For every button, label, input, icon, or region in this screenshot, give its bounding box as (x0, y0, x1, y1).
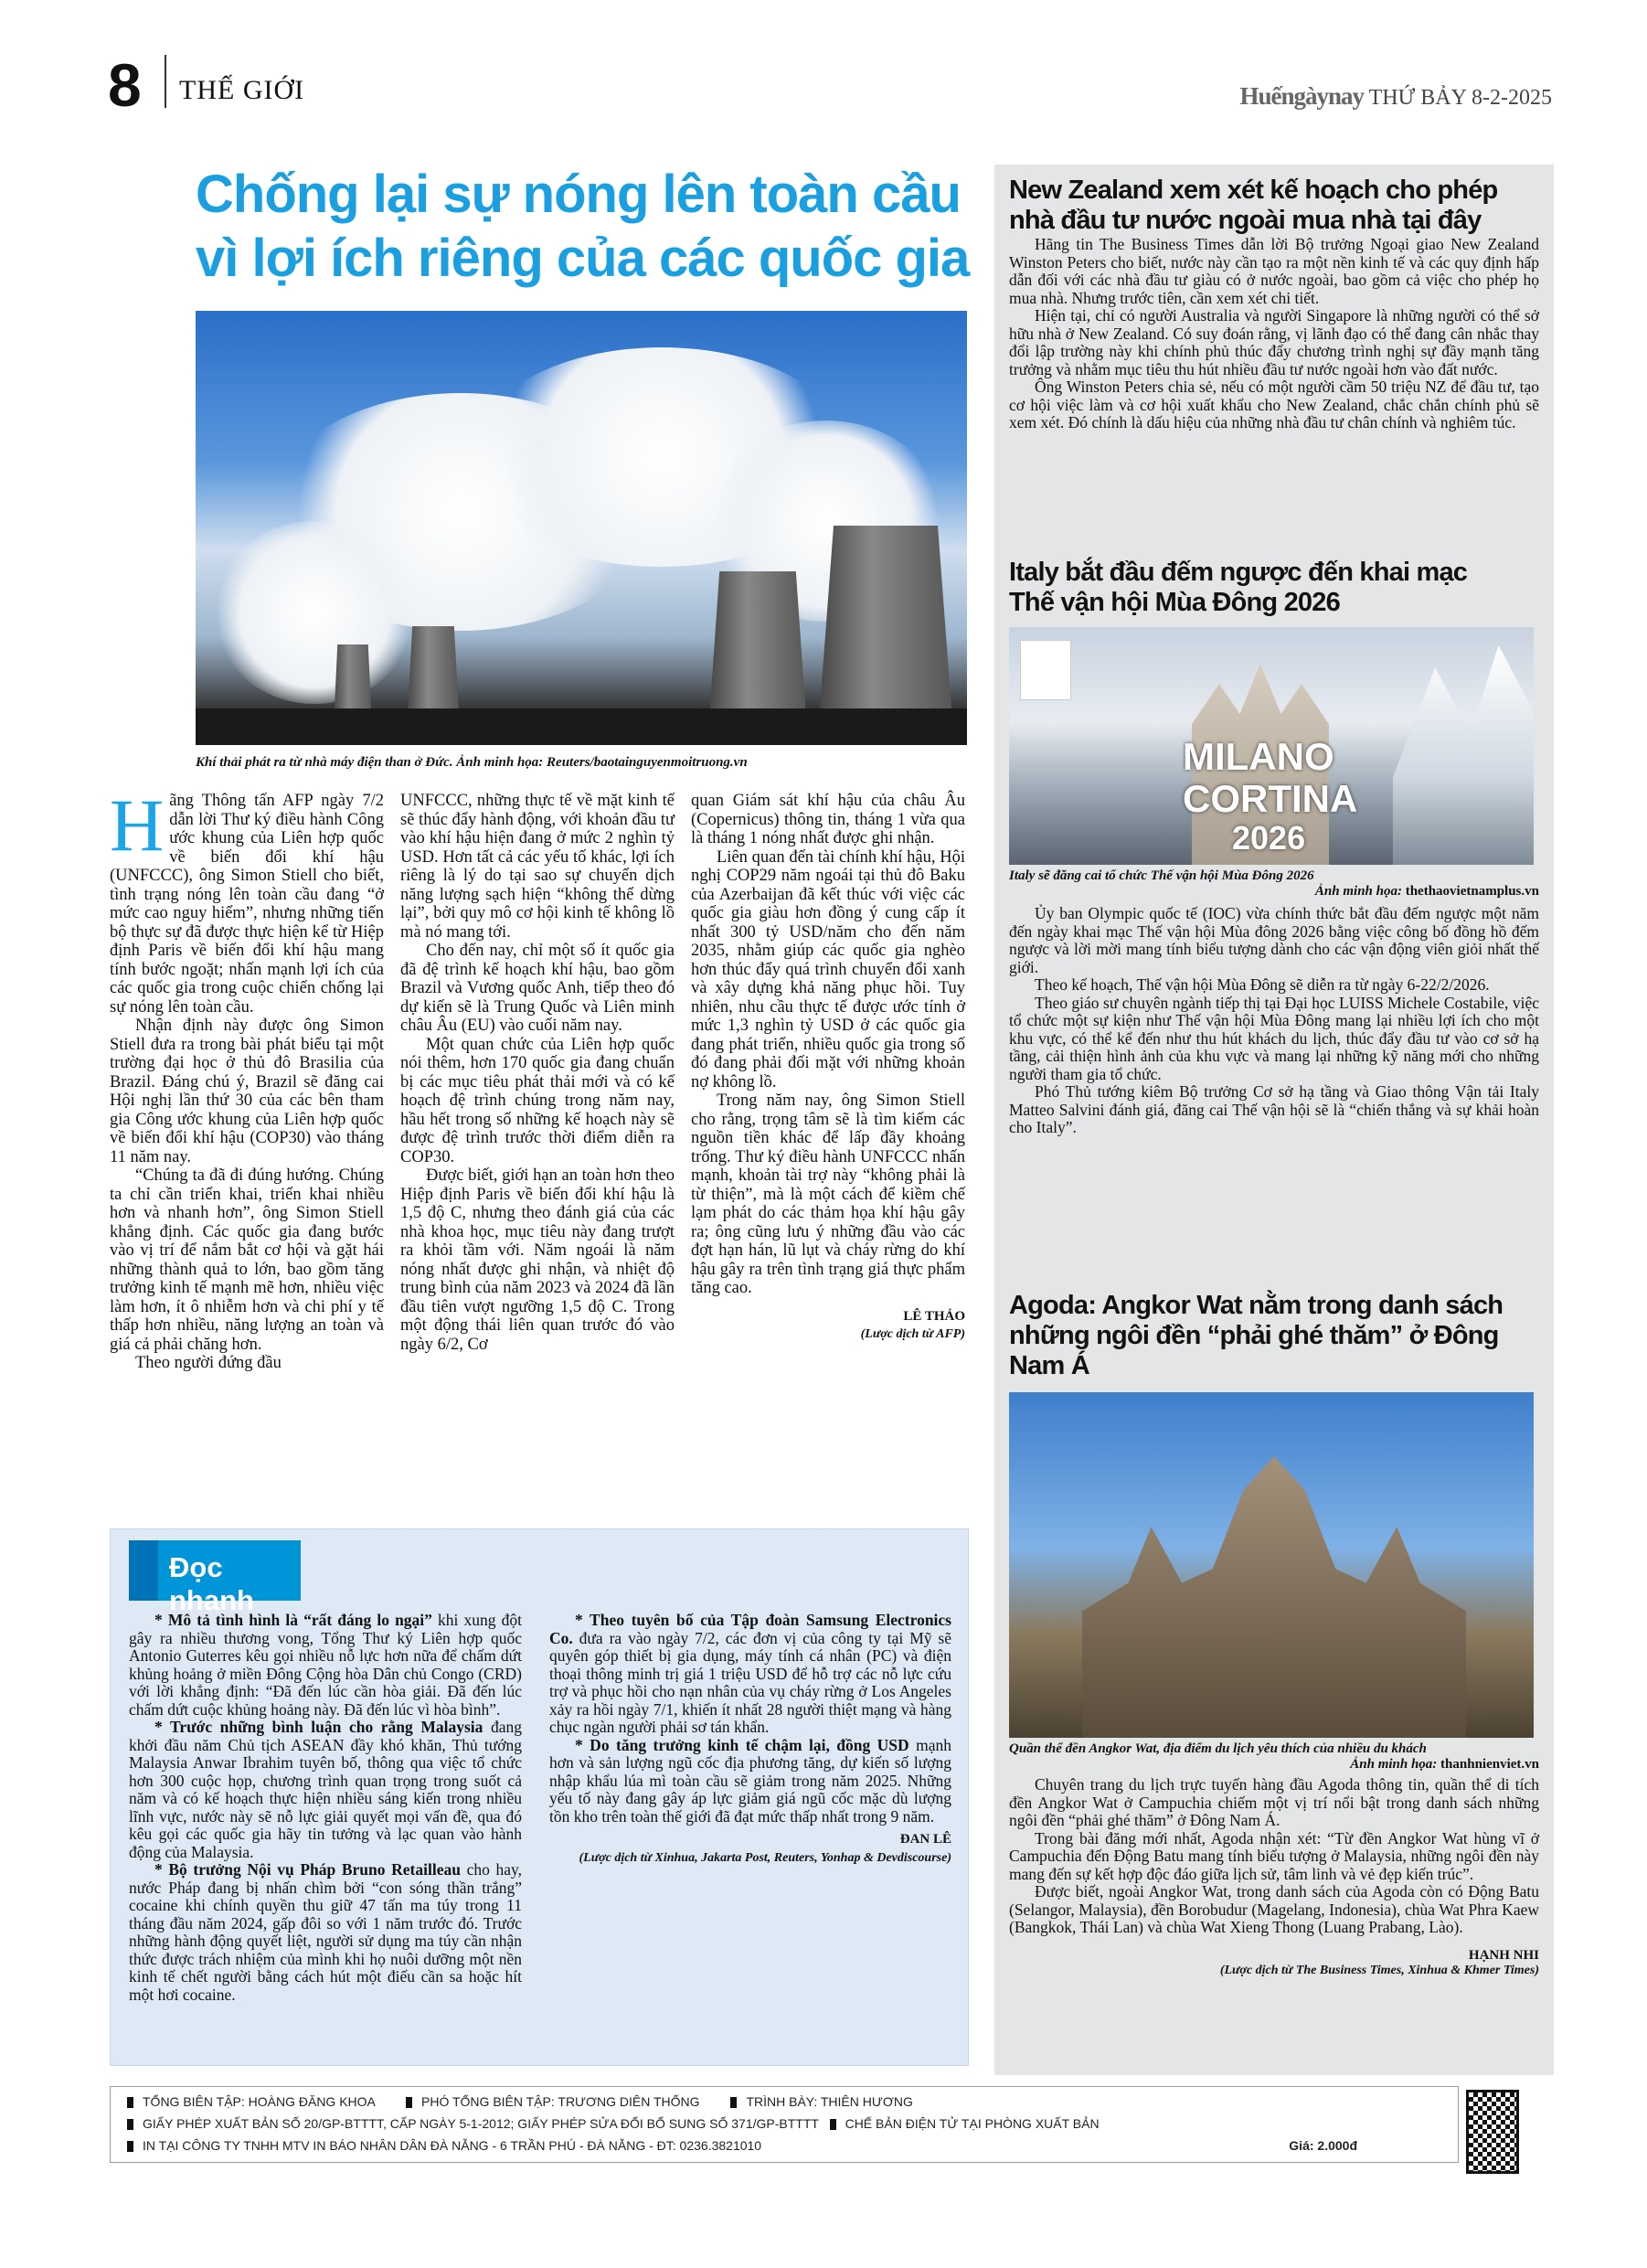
agoda-article: Agoda: Angkor Wat nằm trong danh sách những ngôi đền “phải ghé thăm” ở Đông Nam Á Quần thể đền Angkor Wat, địa điểm du lịch yêu thích của nhiều du khách Ảnh minh họa: thanhnienviet.vn Chuyên trang du lịch trực tuyến hàng đầu Agoda thông tin, quần thể di tích đền Angkor Wat ở Campuchia chiếm một vị trí nổi bật trong danh sách những ngôi đền “phải ghé thăm” ở Đông Nam Á. Trong bài đăng mới nhất, Agoda nhận xét: “Từ đền Angkor Wat hùng vĩ ở Campuchia đến Động Batu mang tính biểu tượng ở Malaysia, những ngôi đền này mang đến sự kết hợp độc đáo giữa lịch sử, tâm linh và vẻ đẹp kiến trúc”. Được biết, ngoài Angkor Wat, trong danh sách của Agoda còn có Động Batu (Selangor, Malaysia), đền Borobudur (Magelang, Indonesia), chùa Wat Phra Kaew (Bangkok, Thái Lan) và chùa Wat Xieng Thong (Luang Prabang, Lào). HẠNH NHI (Lược dịch từ The Business Times, Xinhua & Khmer Times) (1009, 1291, 1539, 1977)
main-article-col1: H ãng Thông tấn AFP ngày 7/2 dẫn lời Thư ký điều hành Công ước khung của Liên hợp quốc về biến đổi khí hậu (UNFCCC), ông Simon Stiell cho biết, tình trạng nóng lên toàn cầu đang “ở mức cao nguy hiểm”, nhưng những tiến bộ thực sự đã được thực hiện kể từ Hiệp định Paris về biến đổi khí hậu mang tính bước ngoặt; nhấn mạnh lợi ích của các quốc gia trong cuộc chiến chống lại sự nóng lên toàn cầu. Nhận định này được ông Simon Stiell đưa ra trong bài phát biểu tại một trường đại học ở thủ đô Brasilia của Brazil. Đáng chú ý, Brazil sẽ đăng cai Hội nghị lần thứ 30 của các bên tham gia Công ước khung của Liên hợp quốc về biến đổi khí hậu (COP30) vào tháng 11 năm nay. “Chúng ta đã đi đúng hướng. Chúng ta chỉ cần triển khai, triển khai nhiều hơn và nhanh hơn”, ông Simon Stiell khẳng định. Các quốc gia đang bước vào vị trí để nắm bắt cơ hội và gặt hái những thành quả to lớn, bao gồm tăng trưởng kinh tế mạnh mẽ hơn, nhiều việc làm hơn, ít ô nhiễm hơn và chi phí y tế thấp hơn nhiều, năng lượng an toàn và giá cả phải chăng hơn. Theo người đứng đầu (110, 783, 384, 1372)
agoda-caption: Quần thể đền Angkor Wat, địa điểm du lịch yêu thích của nhiều du khách (1009, 1741, 1427, 1756)
issue-date: THỨ BẢY 8-2-2025 (1368, 86, 1552, 110)
header-divider (165, 55, 166, 108)
drop-cap: H (110, 783, 165, 867)
price: Giá: 2.000đ (1289, 2138, 1357, 2153)
agoda-headline: Agoda: Angkor Wat nằm trong danh sách những ngôi đền “phải ghé thăm” ở Đông Nam Á (1009, 1291, 1504, 1380)
quick-read-col1: * Mô tả tình hình là “rất đáng lo ngại” khi xung đột gây ra nhiều thương vong, Tổng Thư ký Liên hợp quốc Antonio Guterres kêu gọi nhiều nỗ lực hơn nữa để chấm dứt khủng hoảng ở miền Đông Cộng hòa Dân chủ Congo (CRD) với lời khẳng định: “Đã đến lúc cần hòa giải. Đã đến lúc chấm dứt cuộc khủng hoảng này. Đã đến lúc vì hòa bình”. * Trước những bình luận cho rằng Malaysia đang khởi đầu năm Chủ tịch ASEAN đầy khó khăn, Thủ tướng Malaysia Anwar Ibrahim tuyên bố, thông qua việc tổ chức hơn 300 cuộc họp, chương trình quan trọng trong suốt cả năm và có kế hoạch thực hiện nhiều sáng kiến trong nhiều lĩnh vực, nước này sẽ nỗ lực giải quyết mọi vấn đề, qua đó kêu gọi các quốc gia hãy tin tưởng và lạc quan vào hành động của Malaysia. * Bộ trưởng Nội vụ Pháp Bruno Retailleau cho hay, nước Pháp đang bị nhấn chìm bởi “con sóng thần trắng” cocaine khi chính quyền thu giữ 47 tấn ma túy trong 11 tháng đầu năm 2024, gấp đôi so với 1 năm trước đó. Trước những hành động quyết liệt, người sử dụng ma túy cần nhận thức được trách nhiệm của mình khi họ nuôi dưỡng một nền kinh tế chết người bằng cách hút một điếu cần sa hoặc hít một hơi cocaine. (129, 1611, 522, 2004)
sidebar (994, 165, 1554, 2075)
milano-cortina-photo-icon: MILANO CORTINA 2026 (1009, 627, 1534, 865)
quick-read-source: (Lược dịch từ Xinhua, Jakarta Post, Reuters, Yonhap & Devdiscourse) (579, 1850, 951, 1865)
masthead (1239, 82, 1552, 111)
main-photo-caption: Khí thải phát ra từ nhà máy điện than ở Đức. Ảnh minh họa: Reuters/baotainguyenmoitruong.vn (196, 755, 748, 770)
angkor-wat-photo-icon (1009, 1392, 1534, 1738)
quick-read-title: Đọc nhanh (169, 1551, 254, 1616)
italy-caption: Italy sẽ đăng cai tổ chức Thế vận hội Mùa Đông 2026 (1009, 868, 1314, 883)
qr-code-icon[interactable] (1466, 2090, 1519, 2174)
masthead-logo: Huếngàynay (1239, 82, 1365, 110)
author-byline: LÊ THẢO (903, 1308, 965, 1324)
olympic-logo-icon (1020, 640, 1071, 700)
quick-read-col2: * Theo tuyên bố của Tập đoàn Samsung Electronics Co. đưa ra vào ngày 7/2, các đơn vị của công ty tại Mỹ sẽ quyên góp thiết bị gia dụng, máy tính cá nhân (PC) và điện thoại thông minh trị giá 1 triệu USD để hỗ trợ các nỗ lực cứu trợ và phục hồi cho nạn nhân của vụ cháy rừng ở Los Angeles xảy ra hồi ngày 7/1, khiến ít nhất 28 người thiệt mạng và hàng chục ngàn người phải sơ tán khẩn. * Do tăng trưởng kinh tế chậm lại, đồng USD mạnh hơn và sản lượng ngũ cốc địa phương tăng, dự kiến số lượng nhập khẩu lúa mì toàn cầu sẽ giảm trong năm 2025. Những yếu tố này đang gây áp lực giảm giá ngũ cốc mặc dù lượng tồn kho trên toàn thế giới đã đạt mức thấp nhất trong 9 năm. ĐAN LÊ (Lược dịch từ Xinhua, Jakarta Post, Reuters, Yonhap & Devdiscourse) (549, 1612, 951, 1867)
nz-article: New Zealand xem xét kế hoạch cho phép nhà đầu tư nước ngoài mua nhà tại đây Hãng tin The Business Times dẫn lời Bộ trưởng Ngoại giao New Zealand Winston Peters cho biết, nước này cần tạo ra một nền kinh tế và các quy định hấp dẫn đối với các nhà đầu tư giàu có ở nước ngoài, bao gồm cả việc cho phép họ mua nhà. Nhưng trước tiên, cần xem xét chi tiết. Hiện tại, chỉ có người Australia và người Singapore là những người có thể sở hữu nhà ở New Zealand. Có suy đoán rằng, vị lãnh đạo có thể đang cân nhắc thay đổi lập trường này khi chính phủ thúc đẩy chương trình nghị sự đầy mạnh tăng trưởng và nhằm mục tiêu thu hút nhiều đầu tư nước ngoài hơn vào đất nước. Ông Winston Peters chia sẻ, nếu có một người cầm 50 triệu NZ để đầu tư, tạo cơ hội việc làm và cơ hội xuất khẩu cho New Zealand, chắc chắn chính phủ sẽ xem xét. Đó chính là dấu hiệu của những nhà đầu tư chân chính và nghiêm túc. (1009, 176, 1539, 431)
italy-article: Italy bắt đầu đếm ngược đến khai mạc Thế vận hội Mùa Đông 2026 MILANO CORTINA 2026 Italy sẽ đăng cai tổ chức Thế vận hội Mùa Đông 2026 Ảnh minh họa: thethaovietnamplus.vn Ủy ban Olympic quốc tế (IOC) vừa chính thức bắt đầu đếm ngược một năm đến ngày khai mạc Thế vận hội Mùa đông 2026 bằng việc công bố đồng hồ đếm ngược và lời mời mang tính biểu tượng dành cho các vận động viên giỏi nhất thế giới. Theo kế hoạch, Thế vận hội Mùa Đông sẽ diễn ra từ ngày 6-22/2/2026. Theo giáo sư chuyên ngành tiếp thị tại Đại học LUISS Michele Costabile, việc tổ chức một sự kiện như Thế vận hội Mùa Đông mang lại nhiều lợi ích cho một khu vực, có thể kể đến như thu hút khách du lịch, thúc đẩy đầu tư vào cơ sở hạ tầng, cải thiện hình ảnh của khu vực và mang lại những kỹ năng mới cho những người tham gia tổ chức. Phó Thủ tướng kiêm Bộ trưởng Cơ sở hạ tầng và Giao thông Vận tải Italy Matteo Salvini đánh giá, đăng cai Thế vận hội sẽ là “chiến thắng và sự khải hoàn cho Italy”. (1009, 558, 1539, 1136)
section-title: THẾ GIỚI (179, 75, 305, 105)
main-article-col2: UNFCCC, những thực tế về mặt kinh tế sẽ thúc đẩy hành động, với khoản đầu tư vào khí hậu hiện đang ở mức 2 nghìn tỷ USD. Hơn tất cả các yếu tố khác, lợi ích riêng là lý do tại sao sự chuyển dịch năng lượng sạch hiện “không thể dừng lại”, bởi quy mô cơ hội kinh tế không lồ mà nó mang tới. Cho đến nay, chỉ một số ít quốc gia đã đệ trình kế hoạch khí hậu, bao gồm Brazil và Vương quốc Anh, tiếp theo đó dự kiến sẽ là Trung Quốc và Liên minh châu Âu (EU) vào cuối năm nay. Một quan chức của Liên hợp quốc nói thêm, hơn 170 quốc gia đang chuẩn bị các mục tiêu phát thải mới và có kế hoạch đệ trình chúng trong năm nay, hầu hết trong số những kế hoạch này sẽ được đệ trình trước thời điểm diễn ra COP30. Được biết, giới hạn an toàn hơn theo Hiệp định Paris về biến đổi khí hậu là 1,5 độ C, nhưng theo đánh giá của các nhà khoa học, mục tiêu này đang trượt ra khỏi tầm với. Năm ngoái là năm nóng nhất được ghi nhận, và nhiệt độ trung bình của năm 2023 và 2024 đã lần đầu tiên vượt ngưỡng 1,5 độ C. Trong một động thái liên quan trước đó vào ngày 6/2, Cơ (400, 792, 675, 1354)
nz-headline: New Zealand xem xét kế hoạch cho phép nhà đầu tư nước ngoài mua nhà tại đây (1009, 176, 1498, 235)
quick-read-author: ĐAN LÊ (899, 1832, 951, 1847)
power-plant-photo-icon (196, 311, 967, 745)
main-article-col3: quan Giám sát khí hậu của châu Âu (Copernicus) thông tin, tháng 1 vừa qua là tháng 1 nóng nhất được ghi nhận. Liên quan đến tài chính khí hậu, Hội nghị COP29 năm ngoái tại thủ đô Baku của Azerbaijan đã kết thúc với việc các quốc gia giàu hơn đồng ý cung cấp ít nhất 300 tỷ USD/năm cho đến năm 2035, nhằm giúp các quốc gia nghèo hơn thúc đẩy quá trình chuyển đổi xanh và xây dựng khả năng phục hồi. Tuy nhiên, nhu cầu thực tế được ước tính ở mức 1,3 nghìn tỷ USD ở các quốc gia đang phát triển, nhiều quốc gia trong số đó đang phải đối mặt với những khoản nợ không lồ. Trong năm nay, ông Simon Stiell cho rằng, trọng tâm sẽ là tìm kiếm các nguồn tiền khác để lấp đầy khoảng trống. Thư ký điều hành UNFCCC nhấn mạnh, khoản tài trợ này “không phải là từ thiện”, mà là một cách để kiềm chế lạm phát do các thảm họa khí hậu gây ra; ông cũng lưu ý những đầu vào các đợt hạn hán, lũ lụt và cháy rừng do khí hậu gây ra trên tình trạng giá thực phẩm tăng cao. LÊ THẢO (Lược dịch từ AFP) (691, 792, 965, 1345)
quick-read-header (129, 1540, 301, 1616)
agoda-author: HẠNH NHI (1468, 1947, 1539, 1963)
agoda-source: (Lược dịch từ The Business Times, Xinhua & Khmer Times) (1219, 1963, 1539, 1977)
quick-read-box (110, 1528, 969, 2066)
article-source: (Lược dịch từ AFP) (860, 1327, 965, 1341)
italy-headline: Italy bắt đầu đếm ngược đến khai mạc Thế vận hội Mùa Đông 2026 (1009, 558, 1468, 617)
page-number: 8 (108, 51, 142, 119)
footer-imprint: TỔNG BIÊN TẬP: HOÀNG ĐĂNG KHOA PHÓ TỔNG BIÊN TẬP: TRƯƠNG DIÊN THỐNG TRÌNH BÀY: THIÊN HƯƠNG GIẤY PHÉP XUẤT BẢN SỐ 20/GP-BTTTT, CẤP NGÀY 5-1-2012; GIẤY PHÉP SỬA ĐỔI BỔ SUNG SỐ 371/GP-BTTTT CHẾ BẢN ĐIỆN TỬ TẠI PHÒNG XUẤT BẢN IN TẠI CÔNG TY TNHH MTV IN BÁO NHÂN DÂN ĐÀ NẴNG - 6 TRẦN PHÚ - ĐÀ NẴNG - ĐT: 0236.3821010 Giá: 2.000đ (110, 2086, 1459, 2163)
main-headline: Chống lại sự nóng lên toàn cầu vì lợi ích riêng của các quốc gia (196, 165, 970, 288)
